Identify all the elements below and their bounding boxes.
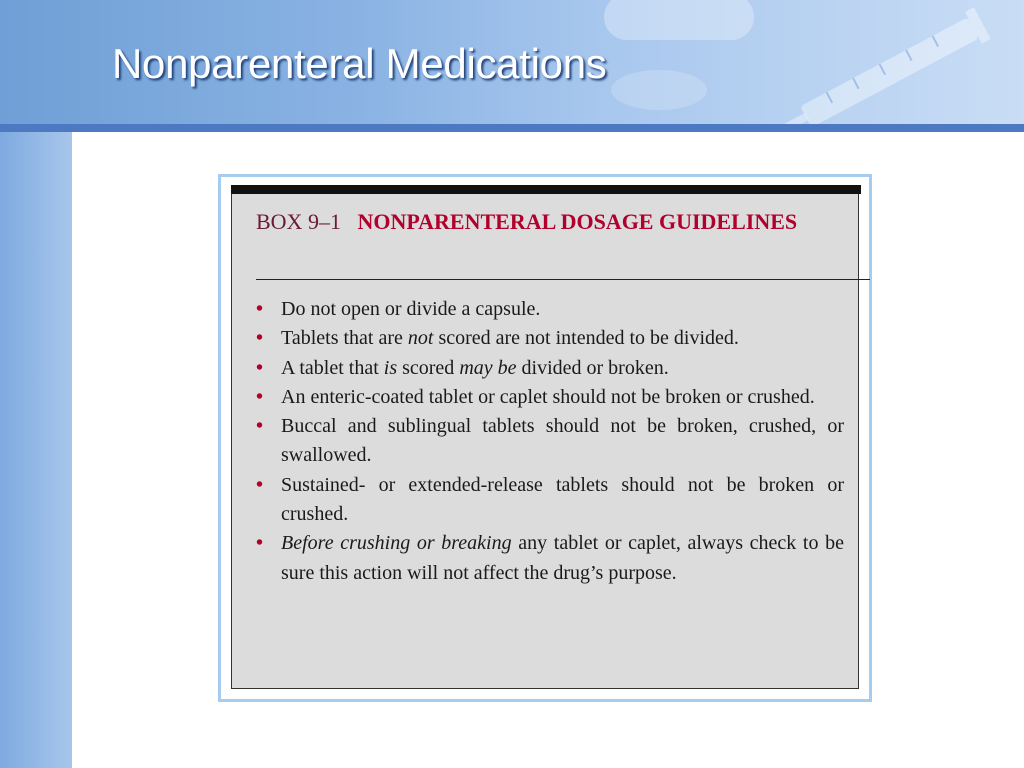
bullet-icon: • xyxy=(256,385,264,408)
guideline-item xyxy=(256,471,844,530)
guideline-text: Tablets that are xyxy=(281,327,408,350)
guideline-text: any tablet or caplet, always check to be sure this action will not affect the drug’s purpose. xyxy=(281,532,844,584)
guideline-text: may be xyxy=(459,356,517,379)
guideline-text: An enteric-coated tablet or caplet should not be broken or crushed. xyxy=(281,385,815,408)
box-title: NONPARENTERAL DOSAGE GUIDELINES xyxy=(357,209,798,234)
textbook-figure xyxy=(218,174,872,702)
guideline-item xyxy=(256,324,844,353)
guideline-text: divided or broken. xyxy=(516,356,669,379)
header-divider xyxy=(0,124,1024,132)
box-top-bar xyxy=(231,185,861,194)
medication-background-icon xyxy=(564,0,1024,124)
heading-divider xyxy=(256,279,870,280)
guideline-text: Do not open or divide a capsule. xyxy=(281,298,541,320)
bullet-icon: • xyxy=(256,298,264,320)
guidelines-box xyxy=(231,185,859,689)
bullet-icon: • xyxy=(256,532,264,555)
bullet-icon: • xyxy=(256,356,264,379)
guideline-text: A tablet that xyxy=(281,356,384,379)
guideline-item xyxy=(256,354,844,383)
guideline-text: Buccal and sublingual tablets should not be broken, crushed, or swallowed. xyxy=(281,415,844,467)
capsule-icon xyxy=(604,0,754,110)
guideline-text: scored are not intended to be divided. xyxy=(433,327,739,350)
bullet-icon: • xyxy=(256,473,264,496)
guideline-item xyxy=(256,383,844,412)
syringe-icon xyxy=(771,7,991,124)
slide-header xyxy=(0,0,1024,124)
guideline-text: Before crushing or breaking xyxy=(281,532,512,555)
guidelines-list xyxy=(256,295,844,588)
slide-title: Nonparenteral Medications xyxy=(112,40,607,87)
box-number: BOX 9–1 xyxy=(256,209,341,234)
guideline-text: Sustained- or extended-release tablets should not be broken or crushed. xyxy=(281,473,844,526)
guideline-item xyxy=(256,412,844,471)
guideline-text: scored xyxy=(397,356,460,379)
guideline-text: not xyxy=(407,327,434,350)
left-accent-bar xyxy=(0,132,72,768)
guideline-item xyxy=(256,529,844,588)
box-heading xyxy=(256,207,846,237)
guideline-item xyxy=(256,295,844,324)
bullet-icon: • xyxy=(256,415,264,438)
guideline-text: is xyxy=(383,356,398,379)
bullet-icon: • xyxy=(256,327,264,350)
